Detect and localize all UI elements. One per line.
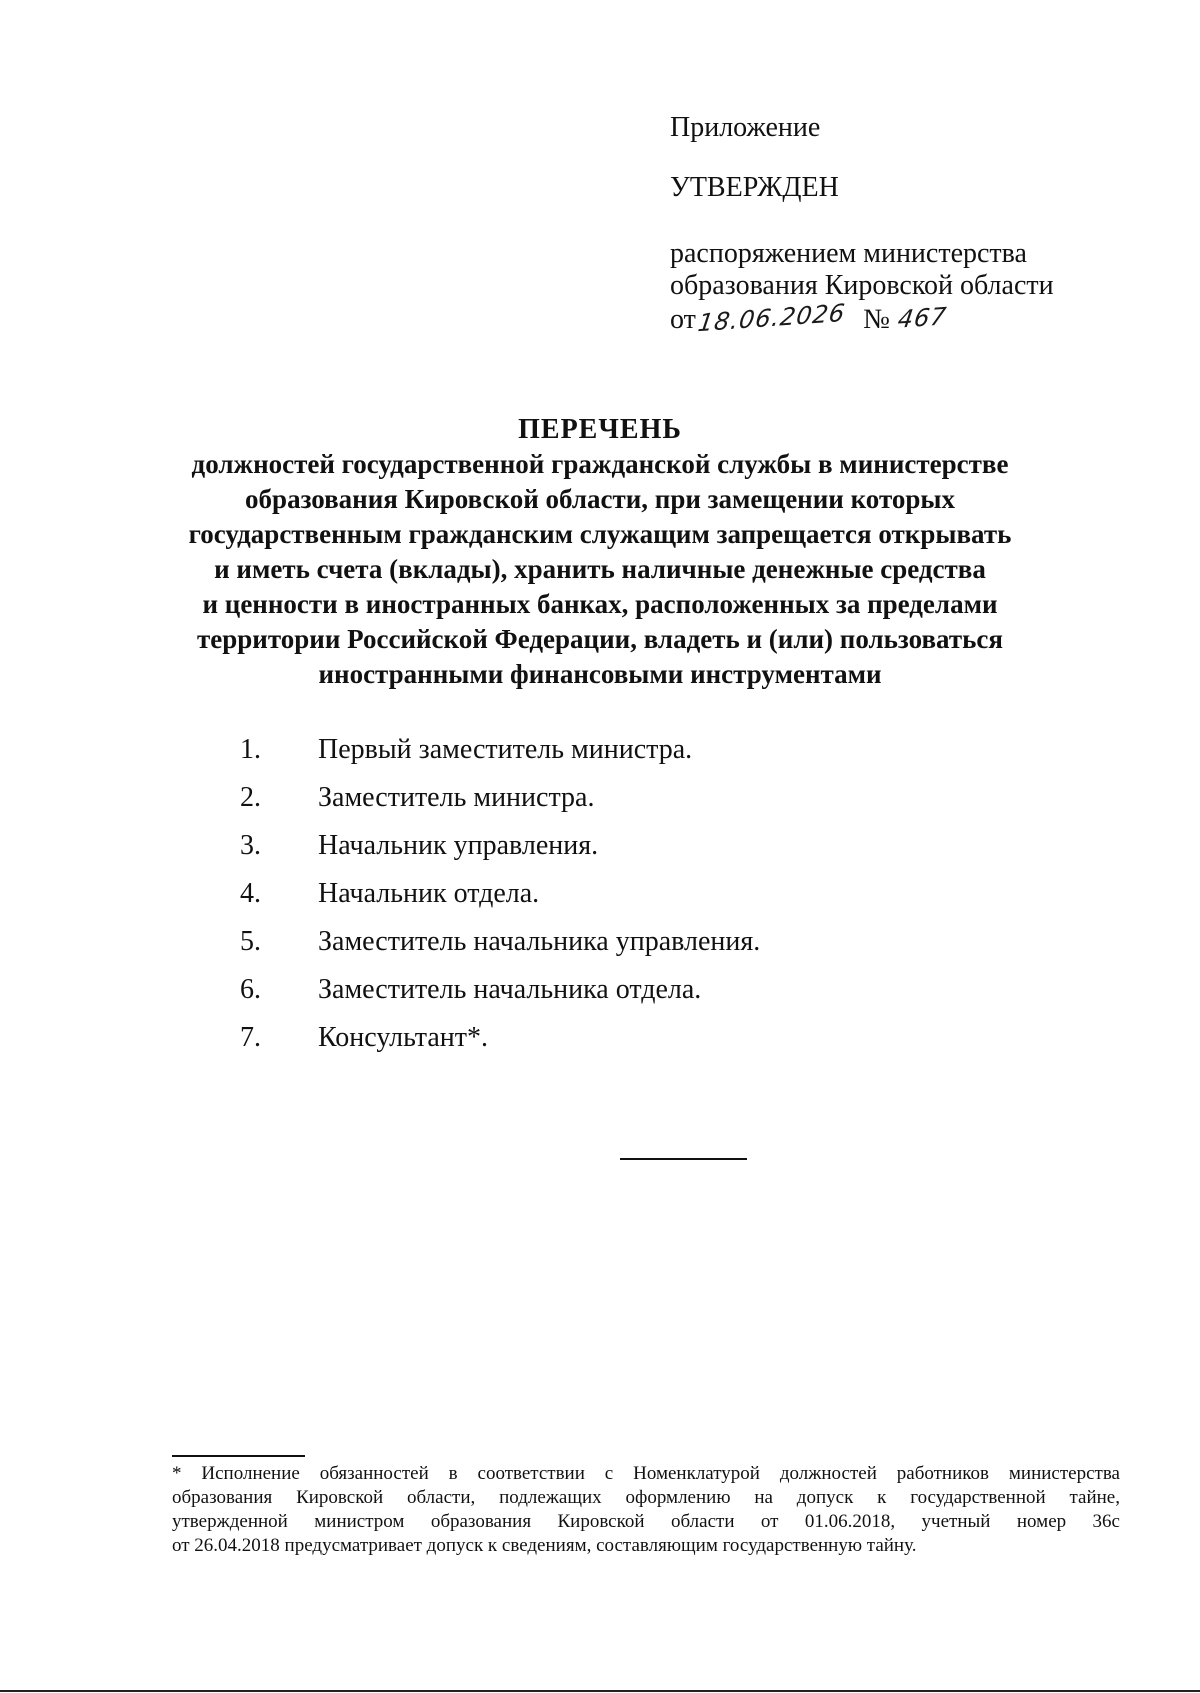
handwritten-date: 18.06.2026	[696, 298, 848, 338]
heading-line: образования Кировской области, при замещении которых	[245, 484, 955, 514]
from-label: от	[670, 304, 696, 335]
list-item	[240, 924, 1040, 972]
order-date-number	[670, 298, 1130, 338]
heading-line: должностей государственной гражданской службы в министерстве	[191, 449, 1009, 479]
footnote-divider	[172, 1455, 305, 1457]
list-item	[240, 1020, 1040, 1068]
footnote-line: от 26.04.2018 предусматривает допуск к сведениям, составляющим государственную тайну.	[172, 1535, 917, 1556]
appendix-label: Приложение	[670, 112, 821, 143]
item-number: 1.	[240, 734, 261, 765]
scan-bottom-edge	[0, 1690, 1200, 1692]
item-text: Начальник управления.	[318, 830, 599, 861]
item-text: Консультант*.	[318, 1022, 488, 1053]
number-label: №	[863, 304, 891, 335]
list-item	[240, 876, 1040, 924]
item-text: Начальник отдела.	[318, 878, 540, 909]
footnote	[172, 1462, 1120, 1558]
heading-line: иностранными финансовыми инструментами	[318, 659, 882, 689]
item-number: 2.	[240, 782, 261, 813]
approved-label: УТВЕРЖДЕН	[670, 172, 839, 203]
heading-title: ПЕРЕЧЕНЬ	[518, 414, 682, 445]
list-item	[240, 972, 1040, 1020]
footnote-line: утвержденной министром образования Кировской области от 01.06.2018, учетный номер 36с	[172, 1511, 1120, 1532]
item-text: Первый заместитель министра.	[318, 734, 693, 765]
list-item	[240, 780, 1040, 828]
item-number: 7.	[240, 1022, 261, 1053]
list-item	[240, 732, 1040, 780]
list-item	[240, 828, 1040, 876]
approval-line-2: образования Кировской области	[670, 270, 1054, 301]
approval-line-1: распоряжением министерства	[670, 238, 1027, 269]
item-text: Заместитель начальника управления.	[318, 926, 761, 957]
approval-block	[670, 112, 1130, 336]
item-number: 4.	[240, 878, 261, 909]
heading-line: и ценности в иностранных банках, расположенных за пределами	[202, 589, 998, 619]
footnote-line: * Исполнение обязанностей в соответствии с Номенклатурой должностей работников министерства	[172, 1463, 1120, 1484]
item-text: Заместитель начальника отдела.	[318, 974, 702, 1005]
heading-line: и иметь счета (вклады), хранить наличные денежные средства	[214, 554, 986, 584]
end-of-list-divider	[620, 1158, 747, 1160]
positions-list	[240, 732, 1040, 1068]
handwritten-number: 467	[896, 302, 949, 334]
footnote-line: образования Кировской области, подлежащих оформлению на допуск к государственной тайне,	[172, 1487, 1120, 1508]
heading-line: государственным гражданским служащим запрещается открывать	[188, 519, 1012, 549]
item-number: 6.	[240, 974, 261, 1005]
item-number: 3.	[240, 830, 261, 861]
item-number: 5.	[240, 926, 261, 957]
document-heading	[150, 412, 1050, 692]
item-text: Заместитель министра.	[318, 782, 595, 813]
heading-line: территории Российской Федерации, владеть и (или) пользоваться	[197, 624, 1003, 654]
